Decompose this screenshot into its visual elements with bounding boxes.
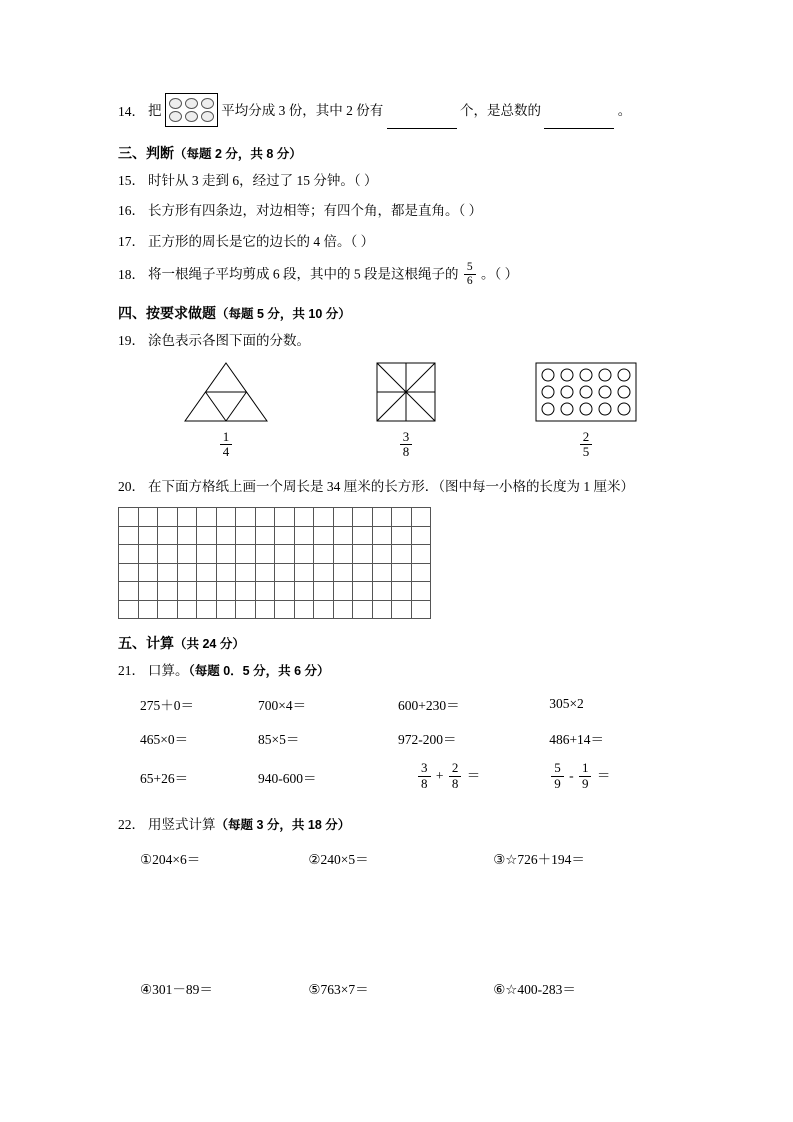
grid-cell[interactable] — [236, 545, 256, 564]
calc-cell: 940-600＝ — [258, 771, 317, 787]
fraction-numerator: 2 — [451, 760, 459, 776]
fraction-numerator: 5 — [554, 760, 561, 776]
grid-cell[interactable] — [255, 526, 275, 545]
fraction-numerator: 1 — [581, 760, 589, 776]
grid-cell[interactable] — [255, 563, 275, 582]
dot — [185, 111, 198, 122]
section-3-heading — [118, 143, 678, 163]
question-15 — [118, 171, 678, 191]
question-17-number: 17． — [118, 233, 145, 249]
grid-cell[interactable] — [158, 582, 178, 601]
question-15-text: 时针从 3 走到 6，经过了 15 分钟。（ ） — [148, 173, 378, 188]
grid-row — [119, 545, 431, 564]
grid-cell[interactable] — [372, 600, 392, 619]
question-17-text: 正方形的周长是它的边长的 4 倍。（ ） — [148, 233, 375, 249]
grid-row — [119, 582, 431, 601]
grid-cell[interactable] — [236, 526, 256, 545]
grid-cell[interactable] — [294, 545, 314, 564]
vertical-calc-row — [118, 972, 678, 1102]
dot — [169, 111, 182, 122]
grid-cell[interactable] — [275, 545, 295, 564]
grid-cell[interactable] — [392, 600, 412, 619]
grid-cell[interactable] — [333, 582, 353, 601]
question-14-body — [148, 95, 678, 129]
question-14-text-mid: 个，是总数的 — [460, 103, 541, 119]
question-20-grid[interactable] — [118, 507, 678, 619]
section-3-points: （每题 2 分，共 8 分） — [174, 147, 302, 161]
grid-cell[interactable] — [177, 600, 197, 619]
question-20-text: 在下面方格纸上画一个周长是 34 厘米的长方形．（图中每一小格的长度为 1 厘米） — [148, 478, 634, 494]
grid-cell[interactable] — [353, 582, 373, 601]
grid-cell[interactable] — [411, 600, 431, 619]
dot — [201, 111, 214, 122]
grid-cell[interactable] — [236, 600, 256, 619]
calc-cell: 700×4＝ — [258, 698, 307, 714]
grid-cell[interactable] — [353, 563, 373, 582]
grid-cell[interactable] — [197, 582, 217, 601]
grid-cell[interactable] — [158, 508, 178, 527]
question-22-points: （每题 3 分，共 18 分） — [215, 818, 351, 833]
calc-cell: 85×5＝ — [258, 732, 300, 748]
grid-cell[interactable] — [392, 563, 412, 582]
calc-cell-fraction-add — [398, 755, 549, 799]
grid-cell[interactable] — [294, 600, 314, 619]
figure-circles-fifths — [496, 361, 676, 461]
calc-cell: 275＋0＝ — [140, 698, 194, 714]
question-15-number: 15． — [118, 173, 145, 188]
grid-row — [119, 563, 431, 582]
question-19 — [118, 331, 678, 351]
answer-blank-1[interactable] — [387, 115, 457, 129]
grid-cell[interactable] — [255, 600, 275, 619]
section-5-points: （共 24 分） — [174, 637, 245, 652]
grid-cell[interactable] — [333, 563, 353, 582]
dot-row — [169, 98, 214, 109]
dot-row — [169, 111, 214, 122]
calc-cell: 65+26＝ — [140, 771, 189, 787]
grid-cell[interactable] — [197, 526, 217, 545]
fraction-numerator: 3 — [421, 760, 428, 776]
grid-cell[interactable] — [314, 545, 334, 564]
grid-cell[interactable] — [138, 526, 158, 545]
grid-cell[interactable] — [138, 545, 158, 564]
grid-cell[interactable] — [411, 563, 431, 582]
question-22-body — [148, 815, 678, 835]
question-14 — [118, 95, 678, 129]
calc-cell: 486+14＝ — [549, 732, 605, 748]
grid-cell[interactable] — [314, 508, 334, 527]
calc-cell-fraction-sub — [549, 755, 678, 799]
question-14-text-end: 。 — [617, 103, 632, 119]
grid-cell[interactable] — [255, 545, 275, 564]
equals-sign: ＝ — [596, 768, 611, 784]
vertical-calc-table — [118, 842, 678, 1102]
grid-cell[interactable] — [275, 600, 295, 619]
grid-cell[interactable] — [314, 582, 334, 601]
grid-cell[interactable] — [236, 508, 256, 527]
grid-cell[interactable] — [119, 563, 139, 582]
grid-cell[interactable] — [333, 508, 353, 527]
grid-cell[interactable] — [119, 545, 139, 564]
grid-cell[interactable] — [197, 563, 217, 582]
question-18 — [118, 262, 678, 289]
grid-cell[interactable] — [177, 563, 197, 582]
question-18-body — [148, 262, 678, 289]
triangle-fourths-icon — [183, 361, 269, 423]
question-19-text: 涂色表示各图下面的分数。 — [148, 332, 310, 348]
fraction-denominator: 8 — [418, 776, 431, 792]
grid-cell[interactable] — [216, 545, 236, 564]
grid-cell[interactable] — [372, 563, 392, 582]
section-4-points: （每题 5 分，共 10 分） — [216, 306, 351, 321]
fraction-five-sixths — [464, 261, 476, 288]
vertical-calc-item: ⑥☆400-283＝ — [493, 981, 576, 997]
dot — [169, 98, 182, 109]
dot — [185, 98, 198, 109]
fraction-denominator: 5 — [580, 444, 593, 460]
vertical-calc-item: ②240×5＝ — [308, 851, 369, 867]
grid-cell[interactable] — [411, 526, 431, 545]
question-19-number: 19． — [118, 332, 145, 348]
grid-cell[interactable] — [372, 508, 392, 527]
grid-cell[interactable] — [275, 563, 295, 582]
grid-row — [119, 526, 431, 545]
question-17 — [118, 232, 678, 252]
grid-cell[interactable] — [353, 545, 373, 564]
grid-cell[interactable] — [138, 563, 158, 582]
grid-cell[interactable] — [119, 582, 139, 601]
grid-cell[interactable] — [138, 508, 158, 527]
grid-cell[interactable] — [119, 508, 139, 527]
grid-cell[interactable] — [314, 563, 334, 582]
grid-cell[interactable] — [333, 526, 353, 545]
question-18-number: 18． — [118, 267, 145, 282]
grid-cell[interactable] — [177, 582, 197, 601]
graph-paper[interactable] — [118, 507, 431, 619]
section-5-title: 五、计算 — [118, 635, 174, 652]
grid-cell[interactable] — [392, 526, 412, 545]
grid-cell[interactable] — [372, 526, 392, 545]
question-21-body — [148, 661, 678, 681]
grid-cell[interactable] — [411, 545, 431, 564]
grid-cell[interactable] — [158, 600, 178, 619]
grid-cell[interactable] — [372, 545, 392, 564]
grid-cell[interactable] — [294, 582, 314, 601]
grid-cell[interactable] — [372, 582, 392, 601]
figure-triangle-fourths — [136, 361, 316, 461]
grid-cell[interactable] — [275, 582, 295, 601]
grid-cell[interactable] — [216, 526, 236, 545]
calc-row — [118, 687, 678, 721]
grid-cell[interactable] — [353, 526, 373, 545]
section-3-title: 三、判断 — [118, 145, 174, 161]
grid-cell[interactable] — [392, 545, 412, 564]
grid-cell[interactable] — [314, 526, 334, 545]
answer-blank-2[interactable] — [544, 115, 614, 129]
calc-row — [118, 755, 678, 799]
fraction-numerator: 5 — [466, 260, 473, 273]
grid-cell[interactable] — [275, 508, 295, 527]
fraction-denominator: 4 — [220, 444, 233, 460]
question-22 — [118, 815, 678, 835]
grid-cell[interactable] — [158, 563, 178, 582]
square-eighths-icon — [375, 361, 437, 423]
question-14-number: 14． — [118, 103, 145, 119]
question-16 — [118, 201, 678, 221]
grid-cell[interactable] — [333, 600, 353, 619]
grid-cell[interactable] — [255, 508, 275, 527]
grid-cell[interactable] — [411, 508, 431, 527]
question-14-text-before: 把 — [148, 103, 162, 119]
grid-row — [119, 600, 431, 619]
grid-cell[interactable] — [236, 582, 256, 601]
operator-minus: - — [569, 768, 574, 784]
question-19-figures — [118, 361, 678, 461]
fraction-numerator: 2 — [582, 428, 590, 444]
grid-cell[interactable] — [197, 508, 217, 527]
equals-sign: ＝ — [466, 768, 481, 784]
grid-cell[interactable] — [216, 582, 236, 601]
question-18-text-b: 。（ ） — [481, 266, 519, 282]
grid-cell[interactable] — [138, 582, 158, 601]
question-21-label: 口算。 — [148, 663, 189, 679]
fraction-denominator: 9 — [579, 776, 592, 792]
figure-3-fraction — [580, 430, 593, 460]
vertical-calc-row — [118, 842, 678, 972]
question-22-label: 用竖式计算 — [148, 817, 216, 833]
question-21-points: （每题 0．5 分，共 6 分） — [188, 664, 330, 679]
calc-row — [118, 721, 678, 755]
grid-cell[interactable] — [294, 526, 314, 545]
calc-cell: 972-200＝ — [398, 732, 457, 748]
grid-cell[interactable] — [119, 600, 139, 619]
grid-cell[interactable] — [158, 545, 178, 564]
figure-2-fraction — [400, 430, 413, 460]
grid-cell[interactable] — [236, 563, 256, 582]
grid-cell[interactable] — [392, 582, 412, 601]
section-5-heading — [118, 633, 678, 653]
question-16-number: 16． — [118, 203, 145, 219]
grid-cell[interactable] — [314, 600, 334, 619]
grid-cell[interactable] — [333, 545, 353, 564]
question-21 — [118, 661, 678, 681]
grid-cell[interactable] — [353, 600, 373, 619]
fraction-two-eighths — [449, 761, 462, 791]
circles-fifths-icon — [534, 361, 638, 423]
fraction-numerator: 3 — [402, 428, 410, 444]
grid-cell[interactable] — [294, 508, 314, 527]
fraction-denominator: 8 — [400, 444, 413, 460]
grid-cell[interactable] — [294, 563, 314, 582]
oral-calc-table — [118, 687, 678, 799]
grid-cell[interactable] — [197, 600, 217, 619]
fraction-five-ninths — [551, 761, 564, 791]
figure-square-eighths — [316, 361, 496, 461]
dots-grid-icon — [165, 93, 218, 127]
grid-cell[interactable] — [216, 508, 236, 527]
section-4-title: 四、按要求做题 — [118, 304, 216, 321]
calc-cell: 305×2 — [549, 696, 584, 712]
grid-cell[interactable] — [216, 563, 236, 582]
grid-cell[interactable] — [158, 526, 178, 545]
calc-cell: 600+230＝ — [398, 698, 460, 714]
dot — [201, 98, 214, 109]
grid-cell[interactable] — [216, 600, 236, 619]
section-4-heading — [118, 303, 678, 323]
grid-cell[interactable] — [177, 508, 197, 527]
figure-1-fraction — [220, 430, 233, 460]
grid-cell[interactable] — [411, 582, 431, 601]
fraction-denominator: 9 — [551, 776, 564, 792]
page-content — [118, 95, 678, 1102]
question-21-number: 21． — [118, 663, 145, 679]
vertical-calc-item: ①204×6＝ — [140, 851, 201, 867]
fraction-one-ninth — [579, 761, 592, 791]
fraction-denominator: 8 — [449, 776, 462, 792]
grid-cell[interactable] — [275, 526, 295, 545]
grid-cell[interactable] — [177, 526, 197, 545]
grid-cell[interactable] — [255, 582, 275, 601]
question-20-number: 20． — [118, 478, 145, 494]
question-16-text: 长方形有四条边，对边相等；有四个角，都是直角。（ ） — [148, 203, 483, 219]
grid-cell[interactable] — [119, 526, 139, 545]
fraction-numerator: 1 — [222, 428, 230, 444]
question-22-number: 22． — [118, 817, 145, 833]
grid-cell[interactable] — [197, 545, 217, 564]
operator-plus: + — [435, 768, 444, 784]
question-18-text-a: 将一根绳子平均剪成 6 段，其中的 5 段是这根绳子的 — [148, 266, 459, 282]
vertical-calc-item: ④301－89＝ — [140, 981, 213, 997]
question-14-text-after: 平均分成 3 份，其中 2 份有 — [221, 103, 384, 119]
grid-row — [119, 508, 431, 527]
fraction-three-eighths — [418, 761, 431, 791]
vertical-calc-item: ⑤763×7＝ — [308, 981, 369, 997]
question-20 — [118, 477, 678, 497]
calc-cell: 465×0＝ — [140, 732, 189, 748]
vertical-calc-item: ③☆726＋194＝ — [493, 851, 585, 867]
grid-cell[interactable] — [177, 545, 197, 564]
fraction-denominator: 6 — [464, 274, 476, 288]
grid-cell[interactable] — [138, 600, 158, 619]
grid-cell[interactable] — [392, 508, 412, 527]
grid-cell[interactable] — [353, 508, 373, 527]
